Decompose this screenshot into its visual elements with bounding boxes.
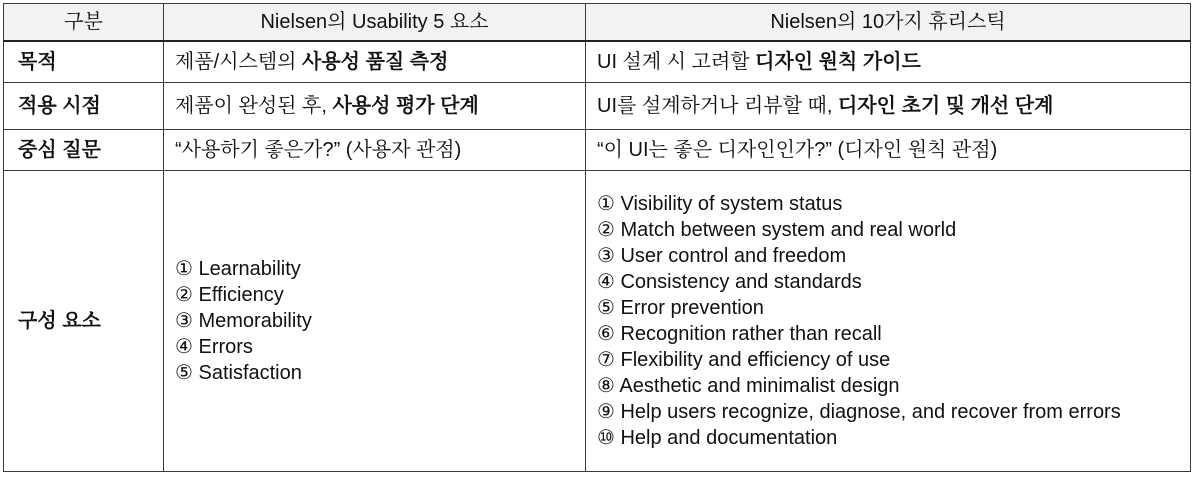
cell-emphasis: 디자인 초기 및 개선 단계 — [837, 95, 1054, 117]
heuristics-list — [597, 191, 1179, 451]
cell-components-heuristics — [586, 171, 1191, 472]
cell-components-usability — [164, 171, 586, 472]
comparison-table — [3, 3, 1191, 472]
usability-elements-list — [175, 256, 574, 386]
cell-text: UI를 설계하거나 리뷰할 때, — [597, 95, 838, 117]
cell-timing-heuristics — [586, 83, 1191, 130]
cell-question-usability: “사용하기 좋은가?” (사용자 관점) — [164, 130, 586, 171]
cell-text: 제품/시스템의 — [175, 51, 303, 73]
row-timing — [4, 83, 1191, 130]
list-item: ④ Consistency and standards — [597, 271, 862, 293]
list-item: ⑤ Satisfaction — [175, 362, 302, 384]
row-purpose — [4, 41, 1191, 83]
cell-emphasis: 디자인 원칙 가이드 — [755, 51, 921, 73]
row-label-purpose: 목적 — [4, 41, 164, 83]
cell-question-heuristics: “이 UI는 좋은 디자인인가?” (디자인 원칙 관점) — [586, 130, 1191, 171]
list-item: ⑨ Help users recognize, diagnose, and recover from errors — [597, 401, 1121, 423]
cell-text: UI 설계 시 고려할 — [597, 51, 756, 73]
row-components — [4, 171, 1191, 472]
list-item: ② Match between system and real world — [597, 219, 957, 241]
header-usability: Nielsen의 Usability 5 요소 — [164, 4, 586, 42]
row-label-components: 구성 요소 — [4, 171, 164, 472]
cell-timing-usability — [164, 83, 586, 130]
row-label-timing: 적용 시점 — [4, 83, 164, 130]
list-item: ④ Errors — [175, 336, 253, 358]
list-item: ① Learnability — [175, 258, 301, 280]
cell-purpose-usability — [164, 41, 586, 83]
list-item: ③ User control and freedom — [597, 245, 847, 267]
list-item: ⑧ Aesthetic and minimalist design — [597, 375, 900, 397]
list-item: ② Efficiency — [175, 284, 284, 306]
row-label-question: 중심 질문 — [4, 130, 164, 171]
list-item: ⑤ Error prevention — [597, 297, 764, 319]
header-heuristics: Nielsen의 10가지 휴리스틱 — [586, 4, 1191, 42]
cell-text: 제품이 완성된 후, — [175, 95, 333, 117]
cell-purpose-heuristics — [586, 41, 1191, 83]
cell-emphasis: 사용성 품질 측정 — [302, 51, 449, 73]
list-item: ③ Memorability — [175, 310, 312, 332]
list-item: ⑩ Help and documentation — [597, 427, 838, 449]
row-question — [4, 130, 1191, 171]
list-item: ⑥ Recognition rather than recall — [597, 323, 882, 345]
header-row — [4, 4, 1191, 42]
cell-emphasis: 사용성 평가 단계 — [332, 95, 479, 117]
header-category: 구분 — [4, 4, 164, 42]
list-item: ① Visibility of system status — [597, 193, 843, 215]
list-item: ⑦ Flexibility and efficiency of use — [597, 349, 891, 371]
